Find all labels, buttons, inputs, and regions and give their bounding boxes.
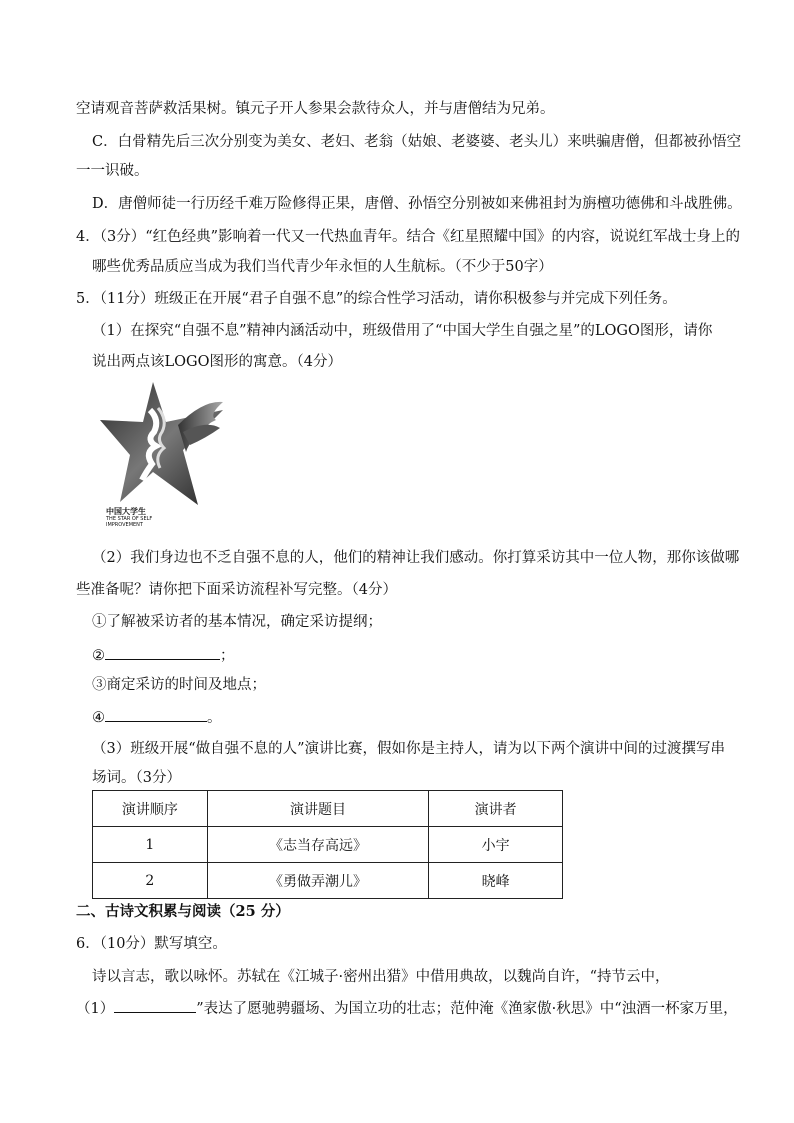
star-logo-icon (98, 380, 228, 510)
table-header-cell: 演讲题目 (207, 791, 429, 827)
table-cell: 《志当存高远》 (207, 827, 429, 863)
step-4-number: ④ (92, 710, 105, 726)
question-6-line-2-text: ”表达了愿驰骋疆场、为国立功的壮志；范仲淹《渔家傲·秋思》中“浊酒一杯家万里， (196, 1001, 738, 1017)
option-c-line-2: 一一识破。 (76, 163, 149, 179)
logo-en-text-2: IMPROVEMENT (106, 522, 143, 528)
section-2-title: 二、古诗文积累与阅读（25 分） (76, 903, 290, 920)
logo-cn-text: 中国大学生 (106, 507, 146, 516)
step-2-end: ； (220, 648, 235, 664)
question-4-line-1: 4．（3分）“红色经典”影响着一代又一代热血青年。结合《红星照耀中国》的内容，说说红军战士身上的 (76, 229, 741, 245)
step-2-number: ② (92, 648, 105, 664)
table-header-cell: 演讲者 (429, 791, 563, 827)
interview-step-4 (92, 706, 222, 728)
interview-step-2 (92, 644, 235, 666)
question-5-intro: 5．（11分）班级正在开展“君子自强不息”的综合性学习活动，请你积极参与并完成下列任务。 (76, 291, 677, 307)
question-4-line-2: 哪些优秀品质应当成为我们当代青少年永恒的人生航标。（不少于50字） (92, 259, 553, 275)
question-6-line-2 (76, 997, 738, 1019)
table-cell: 2 (93, 863, 208, 899)
step-2-blank[interactable] (105, 644, 220, 660)
blank-1-label: （1） (76, 1001, 115, 1017)
table-header-cell: 演讲顺序 (93, 791, 208, 827)
table-header-row (93, 791, 563, 827)
speech-order-table (92, 790, 563, 899)
table-row (93, 863, 563, 899)
question-5-1-line-1: （1）在探究“自强不息”精神内涵活动中，班级借用了“中国大学生自强之星”的LOGO图形，请你 (92, 323, 713, 339)
table-cell: 小宇 (429, 827, 563, 863)
question-5-2-line-1: （2）我们身边也不乏自强不息的人，他们的精神让我们感动。你打算采访其中一位人物，那你该做哪 (92, 550, 740, 566)
step-4-blank[interactable] (105, 706, 207, 722)
interview-step-3: ③商定采访的时间及地点； (92, 677, 266, 693)
question-3-tail: 空请观音菩萨救活果树。镇元子开人参果会款待众人，并与唐僧结为兄弟。 (76, 101, 555, 117)
question-5-2-line-2: 些准备呢？请你把下面采访流程补写完整。（4分） (76, 582, 397, 598)
step-4-end: 。 (207, 710, 222, 726)
option-c-line-1: C．白骨精先后三次分别变为美女、老妇、老翁（姑娘、老婆婆、老头儿）来哄骗唐僧，但都被孙悟空 (92, 134, 742, 150)
question-5-3-line-2: 场词。（3分） (92, 770, 181, 786)
table-cell: 1 (93, 827, 208, 863)
table-row (93, 827, 563, 863)
star-of-self-improvement-logo (98, 380, 228, 530)
option-d: D．唐僧师徒一行历经千难万险修得正果，唐僧、孙悟空分别被如来佛祖封为旃檀功德佛和斗战胜佛。 (92, 196, 742, 212)
interview-step-1: ①了解被采访者的基本情况，确定采访提纲； (92, 614, 382, 630)
table-cell: 《勇做弄潮儿》 (207, 863, 429, 899)
question-6-title: 6．（10分）默写填空。 (76, 936, 227, 952)
poem-blank-1[interactable] (114, 997, 196, 1013)
logo-en-text-1: THE STAR OF SELF (106, 516, 153, 522)
question-6-line-1: 诗以言志，歌以咏怀。苏轼在《江城子·密州出猎》中借用典故，以魏尚自许，“持节云中， (92, 969, 670, 985)
question-5-3-line-1: （3）班级开展“做自强不息的人”演讲比赛，假如你是主持人，请为以下两个演讲中间的过渡撰写串 (92, 741, 726, 757)
question-5-1-line-2: 说出两点该LOGO图形的寓意。（4分） (92, 354, 342, 370)
table-cell: 晓峰 (429, 863, 563, 899)
